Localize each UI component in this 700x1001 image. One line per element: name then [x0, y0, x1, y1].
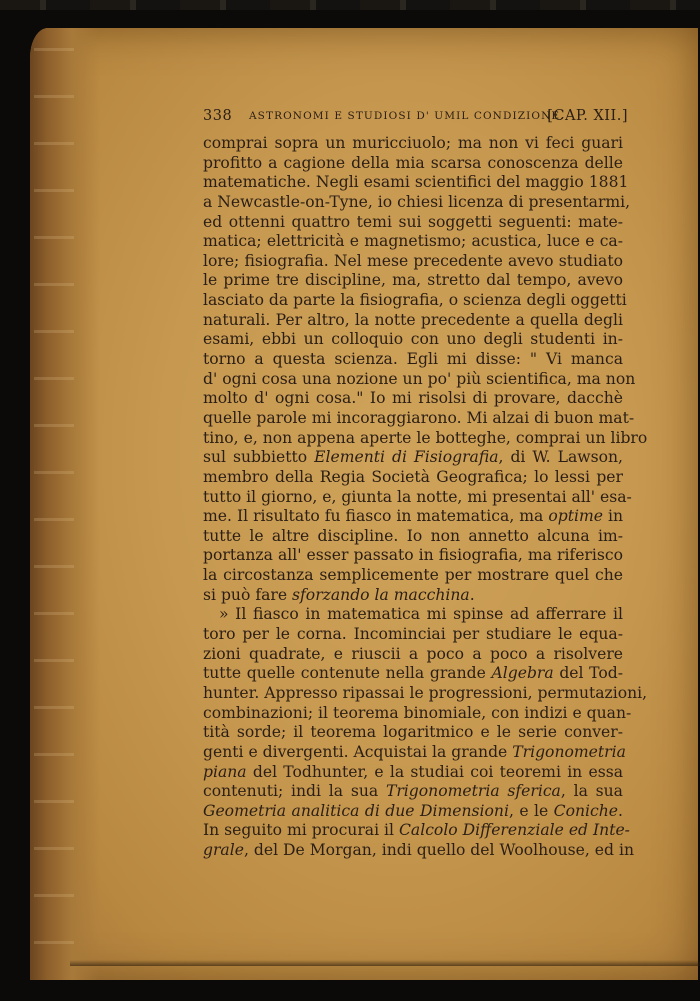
italic-text: Algebra — [491, 664, 554, 683]
text-segment: combinazioni; il teorema binomiale, con indizi e quan- — [203, 703, 632, 722]
italic-text: Coniche — [553, 801, 619, 820]
text-segment: membro della Regia Società Geografica; lo lessi per — [203, 467, 623, 486]
chapter-label: [CAP. XII.] — [547, 108, 628, 124]
text-segment: la circostanza semplicemente per mostrare quel che — [203, 566, 623, 585]
text-segment: tino, e, non appena aperte le botteghe, comprai un libro — [203, 428, 648, 447]
scan-top-edge — [0, 0, 700, 10]
text-segment: esami, ebbi un colloquio con uno degli studenti in- — [203, 330, 623, 349]
text-line — [203, 369, 636, 390]
text-line — [203, 763, 623, 783]
text-segment: tutte le altre discipline. Io non annetto alcuna im- — [203, 526, 623, 545]
text-segment: lasciato da parte la fisiografia, o scienza degli oggetti — [203, 291, 627, 310]
text-line — [203, 723, 623, 743]
text-line — [203, 841, 634, 861]
italic-text: Geometria analitica di due Dimensioni — [203, 801, 509, 820]
text-line — [203, 350, 623, 370]
text-line — [203, 683, 648, 704]
text-segment: me. Il risultato fu fiasco in matematica, ma — [203, 507, 549, 526]
text-segment: contenuti; indi la sua — [203, 782, 386, 801]
text-segment: tutto il giorno, e, giunta la notte, mi presentai all' esa- — [203, 487, 632, 506]
text-segment: quelle parole mi incoraggiarono. Mi alzai di buon mat- — [203, 408, 635, 427]
italic-text: Calcolo Differenziale ed Inte- — [398, 821, 630, 840]
text-segment: In seguito mi procurai il — [203, 821, 399, 840]
text-segment: » Il fiasco in matematica mi spinse ad afferrare il — [219, 605, 623, 624]
text-line — [203, 213, 623, 233]
body-text — [203, 134, 648, 861]
text-line — [203, 428, 648, 449]
gutter-texture — [34, 48, 74, 948]
text-segment: in — [602, 507, 623, 526]
text-segment: , la sua — [560, 782, 623, 801]
text-line — [203, 586, 623, 606]
running-title: ASTRONOMI E STUDIOSI D' UMIL CONDIZIONE. — [249, 110, 565, 122]
text-segment: le prime tre discipline, ma, stretto dal tempo, avevo — [203, 271, 623, 290]
text-segment: naturali. Per altro, la notte precedente a quella degli — [203, 310, 623, 329]
text-segment: zioni quadrate, e riuscii a poco a poco a risolvere — [203, 644, 623, 663]
italic-text: Elementi di Fisiografia — [314, 448, 499, 467]
text-segment: tità sorde; il teorema logaritmico e le serie conver- — [203, 723, 623, 742]
text-segment: sul subbietto — [203, 448, 315, 467]
text-segment: portanza all' esser passato in fisiografia, ma riferisco — [203, 546, 623, 565]
text-line — [203, 487, 632, 508]
text-line — [203, 625, 623, 645]
text-line — [203, 605, 623, 625]
text-segment: , del De Morgan, indi quello del Woolhouse, ed in — [243, 841, 634, 860]
text-segment: a Newcastle-on-Tyne, io chiesi licenza di presentarmi, — [203, 192, 631, 211]
text-line — [203, 566, 623, 586]
text-segment: si può fare — [203, 585, 293, 604]
text-line — [203, 271, 623, 291]
italic-text: sforzando la macchina — [292, 585, 470, 604]
italic-text: Trigonometria sferica — [385, 782, 561, 801]
italic-text: grale — [203, 841, 244, 860]
text-line — [203, 330, 623, 350]
text-segment: tutte quelle contenute nella grande — [203, 664, 492, 683]
text-segment: d' ogni cosa una nozione un po' più scientifica, ma non — [203, 369, 636, 388]
text-line — [203, 507, 623, 527]
text-line — [203, 448, 623, 468]
text-line — [203, 311, 623, 331]
text-segment: , e le — [508, 801, 554, 820]
text-segment: del Tod- — [553, 664, 623, 683]
text-line — [203, 527, 623, 547]
text-segment: matica; elettricità e magnetismo; acustica, luce e ca- — [203, 232, 623, 251]
text-segment: del Todhunter, e la studiai coi teoremi in essa — [246, 762, 623, 781]
page-gutter-shadow — [30, 28, 100, 980]
text-segment: torno a questa scienza. Egli mi disse: " Vi manca — [203, 350, 623, 369]
text-segment: molto d' ogni cosa." Io mi risolsi di provare, dacchè — [203, 389, 623, 408]
italic-text: Trigonometria — [512, 742, 626, 761]
text-line — [203, 408, 635, 429]
text-line — [203, 173, 629, 193]
running-header — [203, 108, 628, 128]
text-segment: hunter. Appresso ripassai le progressioni, permutazioni, — [203, 683, 648, 702]
text-line — [203, 192, 631, 213]
text-line — [203, 134, 623, 154]
text-line — [203, 252, 623, 272]
text-line — [203, 154, 623, 174]
text-line — [203, 389, 623, 409]
italic-text: piana — [203, 762, 247, 781]
text-line — [203, 802, 623, 822]
text-line — [203, 546, 623, 566]
text-segment: . — [469, 585, 475, 604]
text-line — [203, 782, 623, 802]
text-line — [203, 703, 632, 724]
text-line — [203, 742, 626, 763]
page-bottom-edge — [70, 960, 700, 966]
text-segment: . — [618, 801, 623, 820]
text-line — [203, 291, 627, 311]
text-segment: toro per le corna. Incominciai per studiare le equa- — [203, 625, 623, 644]
text-segment: genti e divergenti. Acquistai la grande — [203, 742, 513, 761]
text-segment: matematiche. Negli esami scientifici del maggio 1881 — [203, 173, 629, 192]
text-line — [203, 664, 623, 684]
text-line — [203, 232, 623, 252]
text-segment: profitto a cagione della mia scarsa conoscenza delle — [203, 153, 623, 172]
text-segment: comprai sopra un muricciuolo; ma non vi feci guari — [203, 134, 623, 152]
text-line — [203, 645, 623, 665]
text-segment: lore; fisiografia. Nel mese precedente avevo studiato — [203, 251, 623, 270]
text-segment: ed ottenni quattro temi sui soggetti seguenti: mate- — [203, 212, 623, 231]
text-line — [203, 821, 630, 841]
italic-text: optime — [548, 507, 603, 526]
text-line — [203, 468, 623, 488]
page-number: 338 — [203, 108, 233, 124]
text-segment: , di W. Lawson, — [498, 448, 623, 467]
